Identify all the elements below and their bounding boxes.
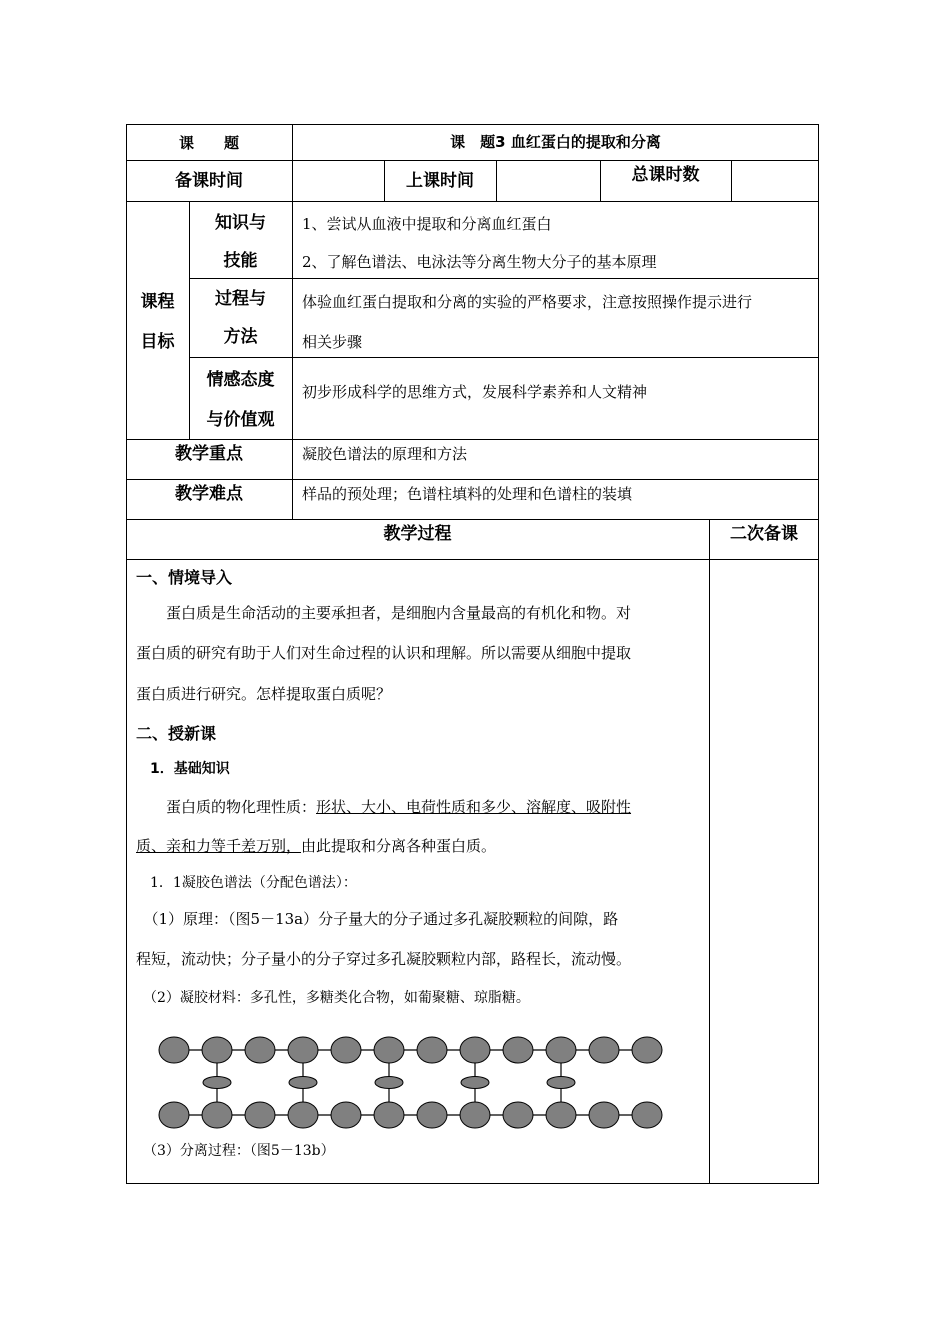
properties-line-2	[136, 835, 702, 856]
properties-suffix: 由此提取和分离各种蛋白质。	[301, 837, 497, 855]
key-points-label: 教学重点	[175, 444, 243, 464]
bottom-bead	[632, 1102, 662, 1128]
goal-label-attitude	[189, 360, 292, 440]
section2-title: 二、授新课	[136, 724, 217, 743]
top-bead	[460, 1037, 490, 1063]
intro-line-1: 蛋白质是生命活动的主要承担者，是细胞内含量最高的有机化和物。对	[136, 604, 632, 622]
prep-time-label: 备课时间	[175, 171, 243, 191]
bottom-bead	[460, 1102, 490, 1128]
goal-process-line-1: 体验血红蛋白提取和分离的实验的严格要求，注意按照操作提示进行	[302, 293, 753, 311]
goal-text-knowledge	[302, 205, 812, 281]
properties-line-1	[136, 796, 702, 817]
bottom-bead	[288, 1102, 318, 1128]
crosslink-bead	[289, 1077, 317, 1089]
goal-label-attitude-2: 与价值观	[206, 410, 275, 430]
difficulties-value: 样品的预处理；色谱柱填料的处理和色谱柱的装填	[302, 485, 633, 503]
top-bead	[202, 1037, 232, 1063]
goal-text-process	[302, 282, 812, 362]
crosslink-bead	[461, 1077, 489, 1089]
top-bead	[374, 1037, 404, 1063]
properties-underlined-2: 质、亲和力等千差万别，	[136, 837, 302, 855]
secondary-prep-header: 二次备课	[730, 524, 798, 544]
top-bead	[417, 1037, 447, 1063]
goal-label-process-1: 过程与	[215, 289, 266, 309]
bottom-bead	[331, 1102, 361, 1128]
properties-underlined-1: 形状、大小、电荷性质和多少、溶解度、吸附性	[316, 798, 632, 816]
intro-line-2: 蛋白质的研究有助于人们对生命过程的认识和理解。所以需要从细胞中提取	[136, 644, 632, 662]
top-bead	[503, 1037, 533, 1063]
top-bead	[632, 1037, 662, 1063]
principle-line-2: 程短，流动快；分子量小的分子穿过多孔凝胶颗粒内部，路程长，流动慢。	[136, 950, 632, 968]
properties-prefix: 蛋白质的物化理性质：	[136, 798, 317, 816]
goals-label	[126, 282, 189, 362]
goal-label-process-2: 方法	[223, 327, 258, 347]
goals-label-line2: 目标	[140, 332, 175, 352]
goal-label-knowledge	[189, 204, 292, 280]
goal-knowledge-line-1: 1、尝试从血液中提取和分离血红蛋白	[302, 215, 552, 233]
bottom-bead	[245, 1102, 275, 1128]
bottom-bead	[159, 1102, 189, 1128]
top-bead	[245, 1037, 275, 1063]
goals-label-line1: 课程	[140, 292, 175, 312]
gel-title: 1．1凝胶色谱法（分配色谱法）：	[136, 875, 357, 891]
goal-text-attitude	[302, 382, 812, 402]
process-header: 教学过程	[383, 524, 452, 544]
principle-line-1: （1）原理：（图5－13a）分子量大的分子通过多孔凝胶颗粒的间隙，路	[136, 910, 619, 928]
process-body	[136, 560, 702, 1180]
bottom-bead	[589, 1102, 619, 1128]
separation-line: （3）分离过程：（图5－13b）	[136, 1143, 335, 1159]
lesson-plan-table	[126, 124, 819, 1184]
goal-process-line-2: 相关步骤	[302, 333, 363, 351]
crosslink-bead	[375, 1077, 403, 1089]
bottom-bead	[546, 1102, 576, 1128]
crosslink-bead	[547, 1077, 575, 1089]
bottom-bead	[503, 1102, 533, 1128]
crosslink-bead	[203, 1077, 231, 1089]
difficulties-label: 教学难点	[175, 484, 243, 504]
top-bead	[589, 1037, 619, 1063]
top-bead	[546, 1037, 576, 1063]
top-bead	[331, 1037, 361, 1063]
bottom-bead	[202, 1102, 232, 1128]
goal-label-knowledge-2: 技能	[223, 251, 258, 271]
intro-line-3: 蛋白质进行研究。怎样提取蛋白质呢？	[136, 685, 392, 703]
topic-value	[292, 132, 819, 152]
gel-structure-diagram	[158, 1020, 678, 1130]
material-line: （2）凝胶材料：多孔性，多糖类化合物，如葡聚糖、琼脂糖。	[136, 990, 530, 1006]
goal-knowledge-line-2: 2、了解色谱法、电泳法等分离生物大分子的基本原理	[302, 253, 657, 271]
bottom-bead	[417, 1102, 447, 1128]
subsection-title: 1．基础知识	[136, 761, 230, 777]
class-time-label: 上课时间	[406, 171, 474, 191]
top-bead	[288, 1037, 318, 1063]
goal-attitude-line-1: 初步形成科学的思维方式，发展科学素养和人文精神	[302, 383, 648, 401]
bottom-bead	[374, 1102, 404, 1128]
total-hours-label: 总课时数	[631, 165, 700, 185]
topic-value-text: 课 题3 血红蛋白的提取和分离	[450, 133, 661, 151]
key-points-value: 凝胶色谱法的原理和方法	[302, 445, 468, 463]
goal-label-process	[189, 280, 292, 356]
section1-title: 一、情境导入	[136, 568, 233, 587]
topic-label: 课 题	[178, 134, 239, 152]
goal-label-knowledge-1: 知识与	[215, 213, 266, 233]
top-bead	[159, 1037, 189, 1063]
goal-label-attitude-1: 情感态度	[206, 370, 275, 390]
